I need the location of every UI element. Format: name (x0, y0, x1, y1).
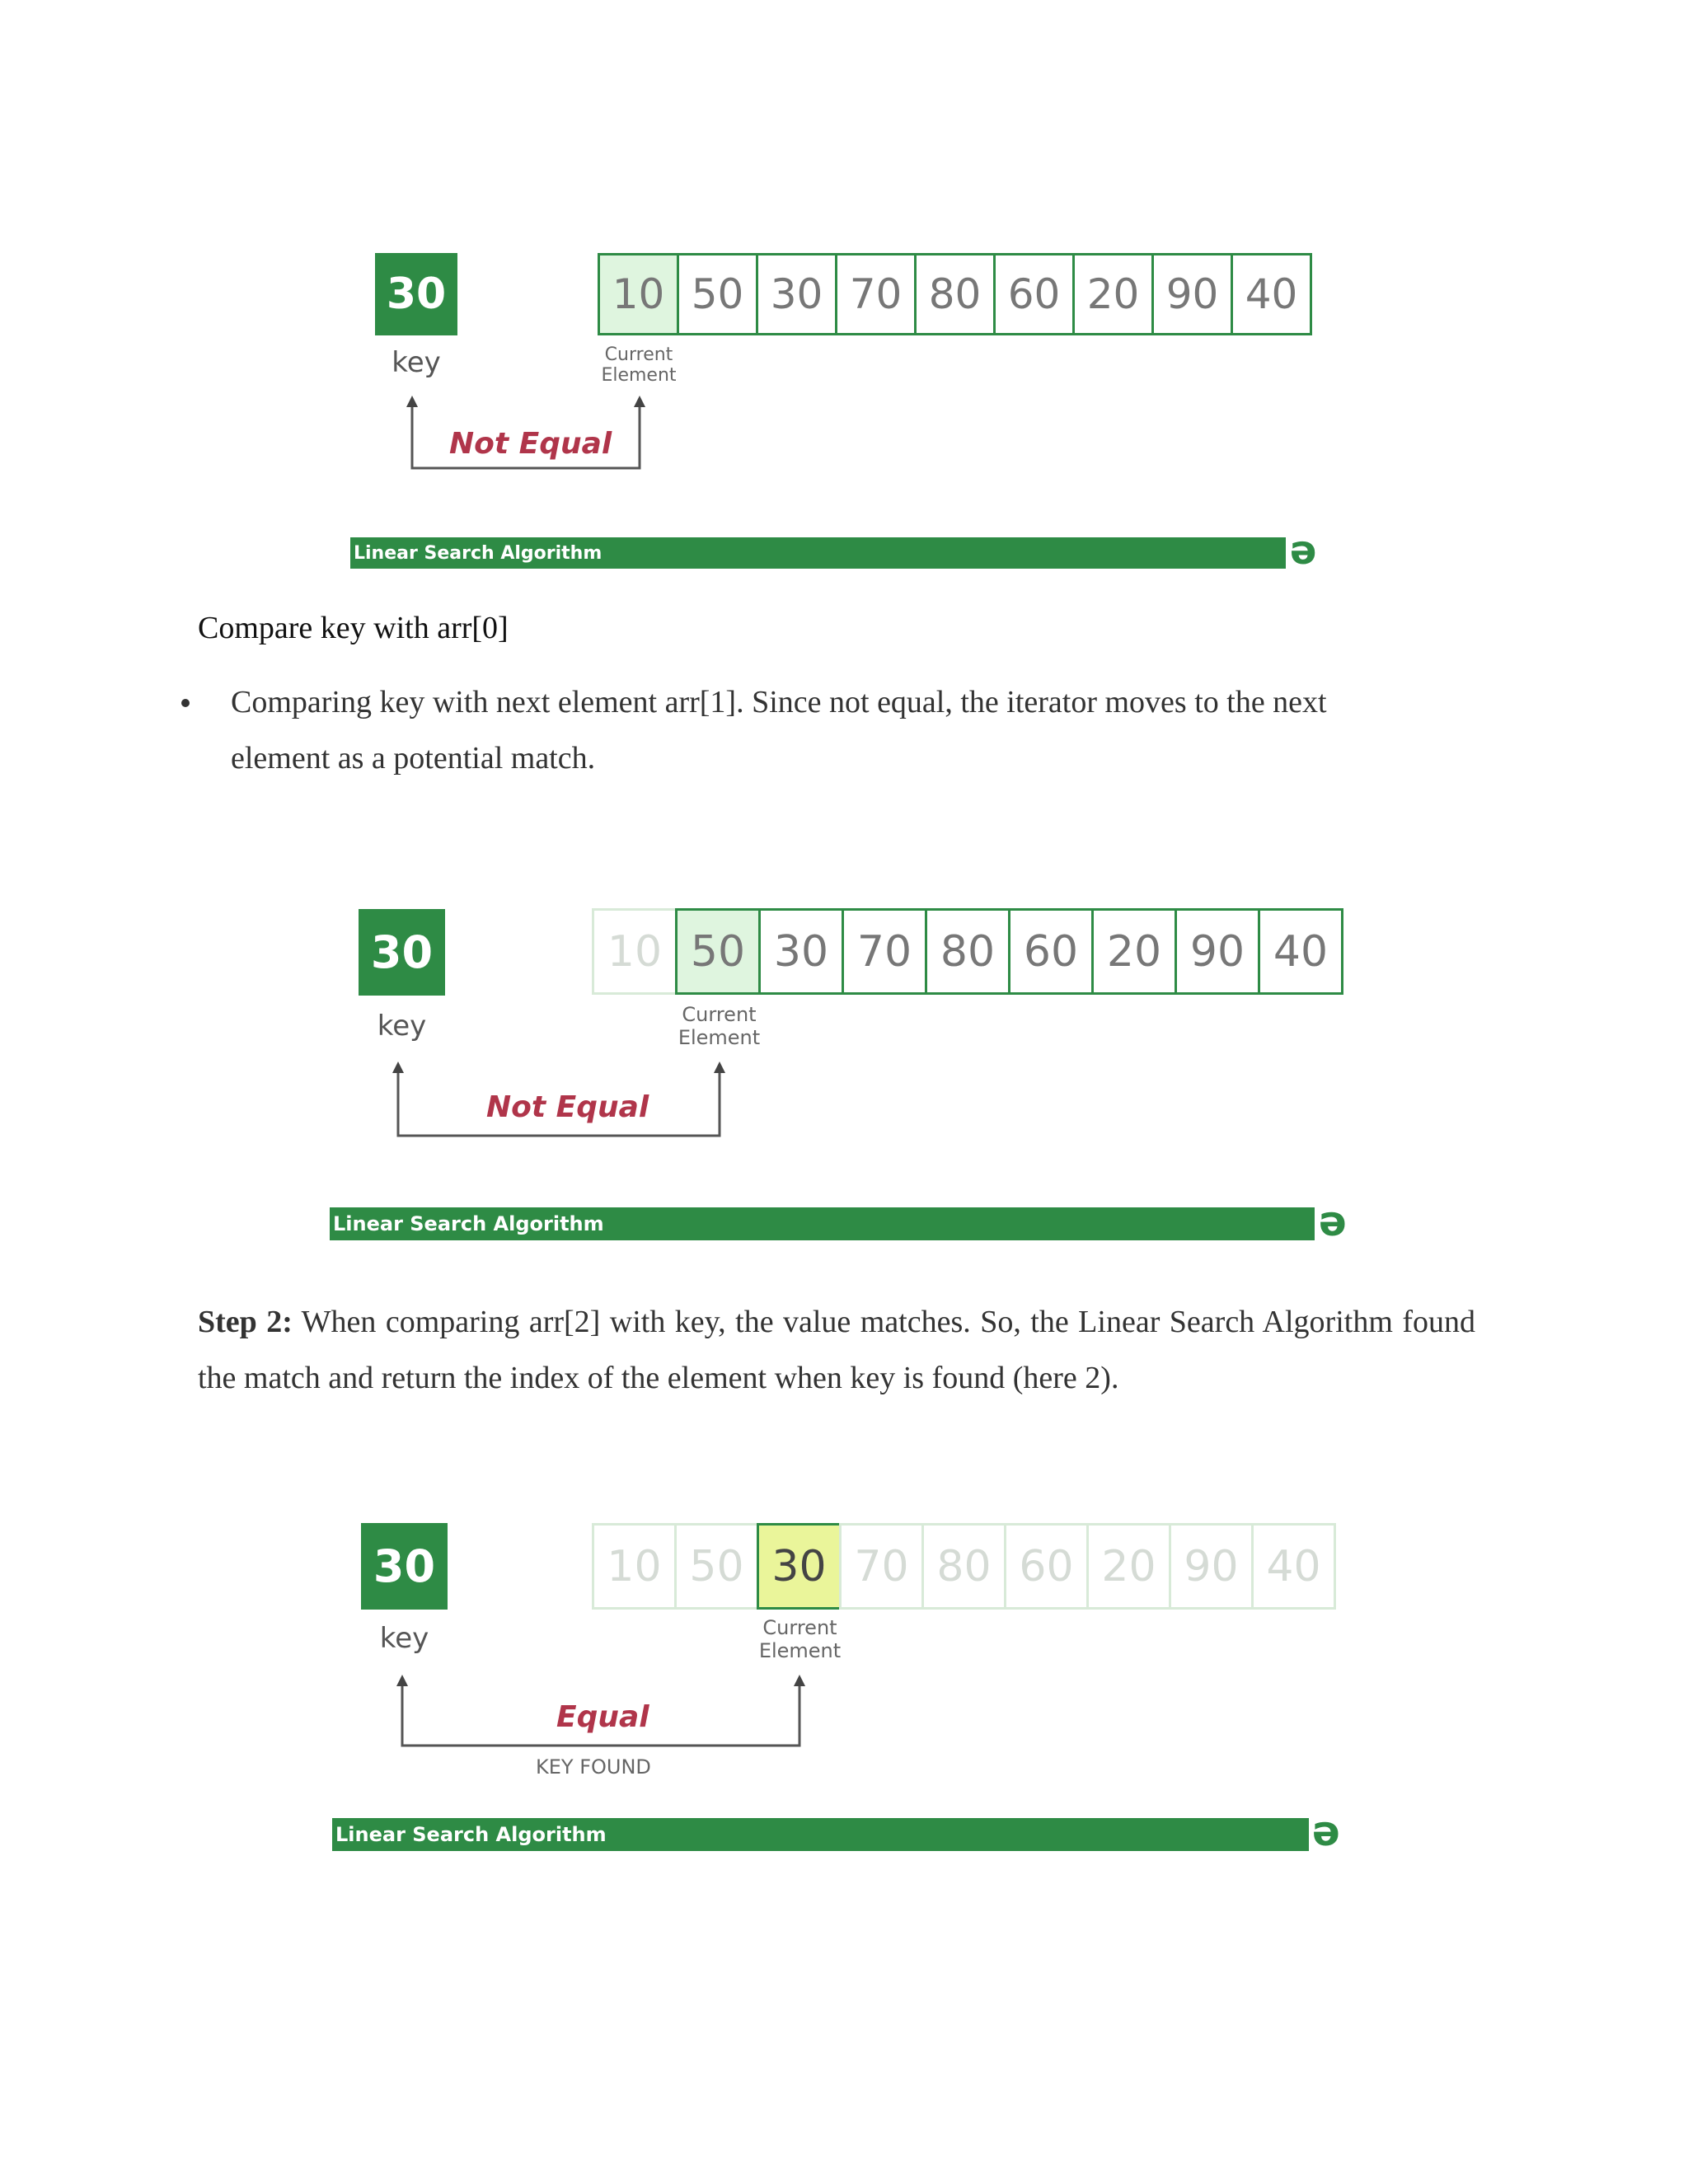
key-box: 30 (375, 253, 457, 335)
array-cell: 80 (914, 253, 996, 335)
banner: Linear Search Algorithm (330, 1207, 1315, 1240)
key-label: key (379, 1622, 429, 1655)
gfg-logo-icon: ə (1290, 527, 1317, 574)
array-cell: 30 (756, 253, 837, 335)
array-cell: 20 (1072, 253, 1154, 335)
array-cell: 50 (674, 1523, 759, 1610)
array-cell: 60 (1008, 908, 1094, 995)
key-label: key (377, 1010, 427, 1043)
gfg-logo-icon: ə (1312, 1807, 1340, 1855)
array-cell: 30 (758, 908, 844, 995)
current-element-label: Current Element (758, 1616, 842, 1662)
array-cell: 20 (1086, 1523, 1171, 1610)
key-box: 30 (361, 1523, 448, 1610)
step2-label: Step 2: (198, 1305, 293, 1339)
array-cell: 90 (1151, 253, 1233, 335)
array-cell: 70 (839, 1523, 924, 1610)
caption: Compare key with arr[0] (198, 611, 509, 645)
array-cell: 10 (592, 1523, 677, 1610)
array-cell: 90 (1169, 1523, 1254, 1610)
current-element-label: Current Element (601, 344, 677, 387)
current-element-label: Current Element (678, 1003, 761, 1049)
array-cell: 40 (1231, 253, 1312, 335)
step2-text: When comparing arr[2] with key, the value matches. So, the Linear Search Algorithm found the match and return the index of the element when key is found (here 2). (198, 1305, 1475, 1395)
array-cell: 20 (1091, 908, 1177, 995)
array-cell: 70 (835, 253, 917, 335)
key-found-label: KEY FOUND (536, 1755, 651, 1779)
key-box: 30 (359, 909, 445, 996)
relation-label: Equal (556, 1700, 649, 1734)
array-cell: 10 (598, 253, 679, 335)
array-cell: 90 (1175, 908, 1260, 995)
array-cell: 10 (592, 908, 678, 995)
bullet-text: Comparing key with next element arr[1]. Since not equal, the iterator moves to the next element as a potential match. (231, 685, 1327, 776)
array-cell: 80 (925, 908, 1010, 995)
banner: Linear Search Algorithm (332, 1818, 1309, 1851)
banner: Linear Search Algorithm (350, 537, 1286, 569)
array-cell: 40 (1251, 1523, 1336, 1610)
relation-label: Not Equal (486, 1090, 649, 1124)
array-cell: 50 (677, 253, 758, 335)
array-cell: 50 (675, 908, 761, 995)
array-cell: 80 (921, 1523, 1006, 1610)
gfg-logo-icon: ə (1319, 1197, 1347, 1245)
array-cell: 60 (993, 253, 1075, 335)
array-cell: 40 (1258, 908, 1343, 995)
key-label: key (392, 346, 441, 379)
relation-label: Not Equal (449, 427, 612, 461)
array-cell: 60 (1004, 1523, 1089, 1610)
array-cell: 30 (757, 1523, 842, 1610)
array-cell: 70 (842, 908, 927, 995)
